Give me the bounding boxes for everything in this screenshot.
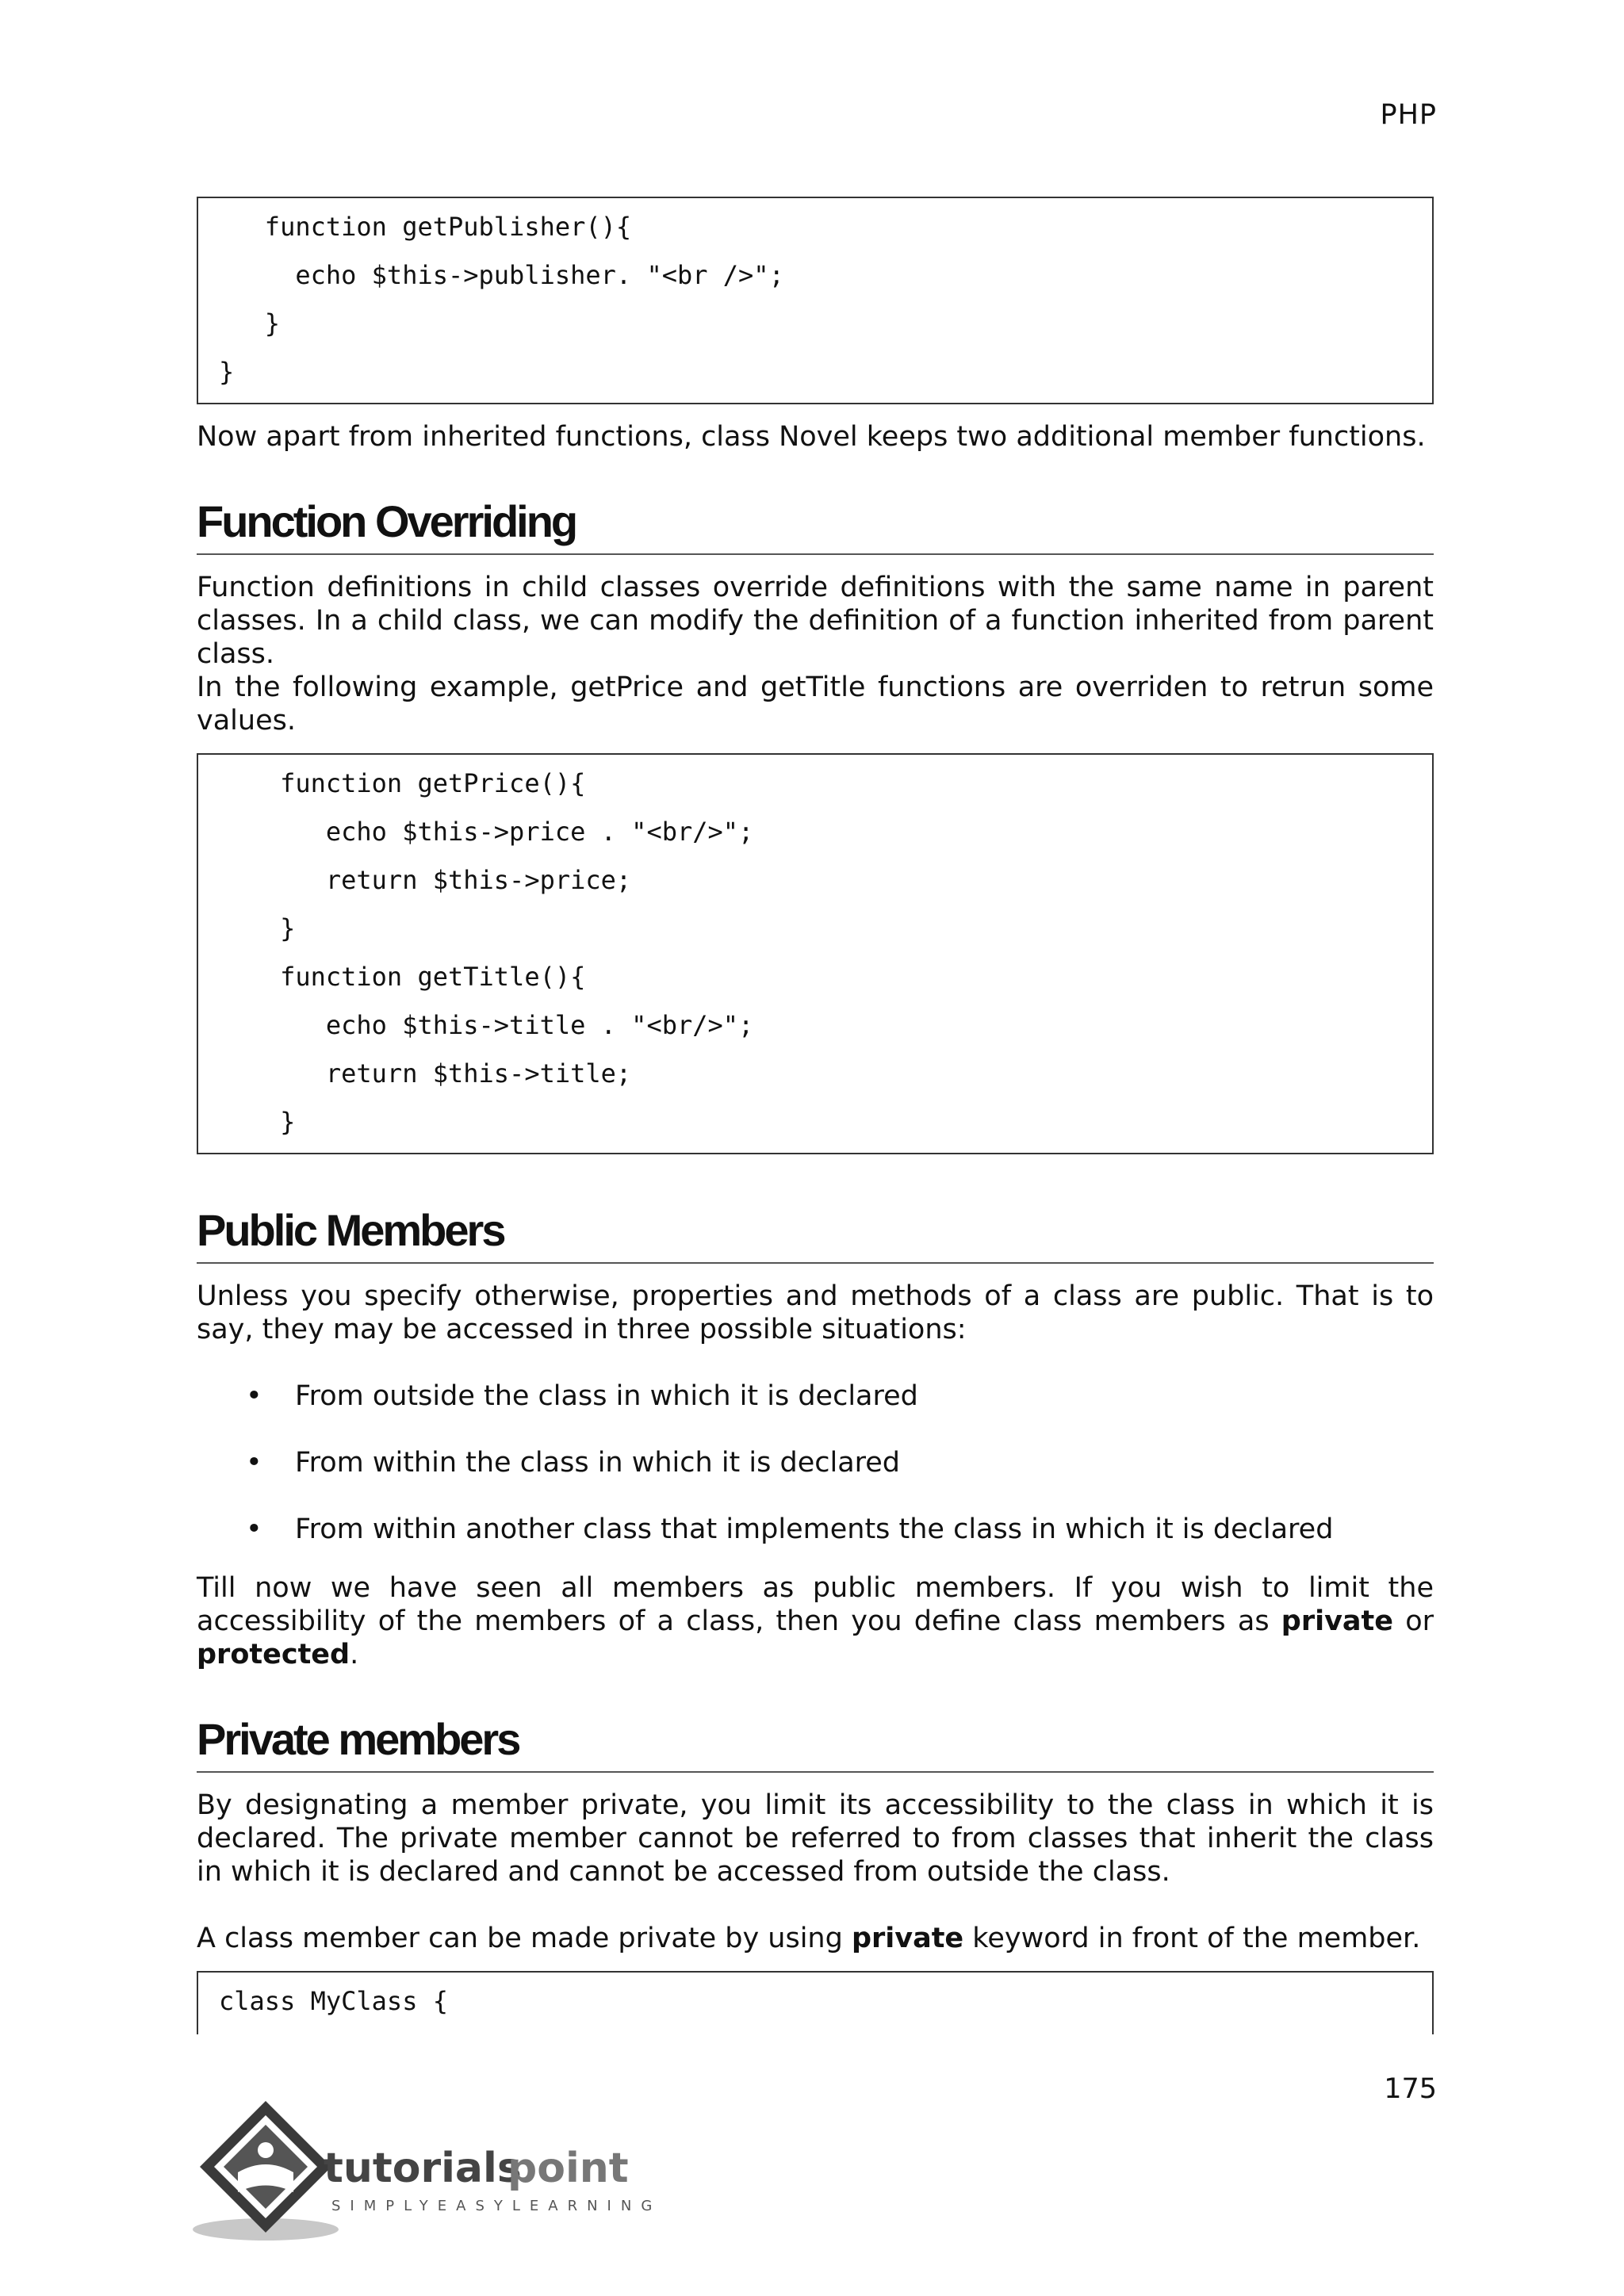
- code-line: }: [219, 308, 281, 339]
- paragraph-private-keyword: [197, 1922, 1434, 1955]
- keyword-protected: protected: [197, 1639, 350, 1670]
- text-run: Till now we have seen all members as public members. If you wish to limit the accessibility of the members of a class, then you define class members as: [197, 1572, 1434, 1637]
- code-line: }: [219, 1107, 296, 1137]
- text-run: keyword in front of the member.: [963, 1923, 1421, 1954]
- heading-private-members: Private members: [197, 1711, 1434, 1773]
- code-line: }: [219, 357, 235, 387]
- list-item: • From within another class that implements the class in which it is declared: [197, 1513, 1434, 1546]
- keyword-private: private: [1281, 1605, 1393, 1637]
- text-run: or: [1392, 1605, 1434, 1637]
- code-block-myclass: [197, 1971, 1434, 2034]
- logo-word-tutorials: tutorials: [324, 2145, 522, 2192]
- code-line: class MyClass {: [219, 1986, 448, 2016]
- code-line: }: [219, 913, 296, 943]
- text-run: A class member can be made private by using: [197, 1923, 852, 1954]
- paragraph-overriding-definition: Function definitions in child classes override definitions with the same name in parent classes. In a child class, we can modify the definition of a function inherited from parent class.: [197, 572, 1434, 670]
- code-line: echo $this->price . "<br/>";: [219, 817, 754, 847]
- code-line: return $this->title;: [219, 1058, 632, 1089]
- code-block-get-publisher: [197, 197, 1434, 404]
- paragraph-private-definition: By designating a member private, you limit its accessibility to the class in which it is declared. The private member cannot be referred to from classes that inherit the class in which it is declared and cannot be accessed from outside the class.: [197, 1789, 1434, 1888]
- paragraph-public-summary: [197, 1571, 1434, 1671]
- code-line: function getTitle(){: [219, 962, 586, 992]
- page-number: 175: [1384, 2073, 1437, 2105]
- code-line: echo $this->title . "<br/>";: [219, 1010, 754, 1040]
- heading-function-overriding: Function Overriding: [197, 493, 1434, 555]
- code-line: function getPublisher(){: [219, 212, 632, 242]
- tutorialspoint-logo: [190, 2093, 682, 2252]
- heading-public-members: Public Members: [197, 1202, 1434, 1264]
- paragraph-overriding-example: In the following example, getPrice and getTitle functions are overriden to retrun some values.: [197, 672, 1434, 737]
- code-line: echo $this->publisher. "<br />";: [219, 260, 784, 290]
- code-line: function getPrice(){: [219, 768, 586, 798]
- code-block-overrides: [197, 753, 1434, 1154]
- logo-tagline: SIMPLYEASYLEARNING: [331, 2198, 662, 2214]
- list-item: • From within the class in which it is declared: [197, 1446, 1434, 1479]
- bullet-list-public-situations: [197, 1380, 1434, 1546]
- keyword-private: private: [851, 1923, 964, 1954]
- text-run: .: [350, 1639, 359, 1670]
- page-content: [197, 197, 1434, 2034]
- running-header: PHP: [1380, 99, 1437, 131]
- paragraph-inherited-functions: Now apart from inherited functions, class Novel keeps two additional member functions.: [197, 421, 1426, 453]
- logo-word-point: point: [508, 2145, 629, 2192]
- list-item: • From outside the class in which it is declared: [197, 1380, 1434, 1413]
- code-line: return $this->price;: [219, 865, 632, 895]
- paragraph-public-intro: Unless you specify otherwise, properties and methods of a class are public. That is to say, they may be accessed in three possible situations:: [197, 1280, 1434, 1345]
